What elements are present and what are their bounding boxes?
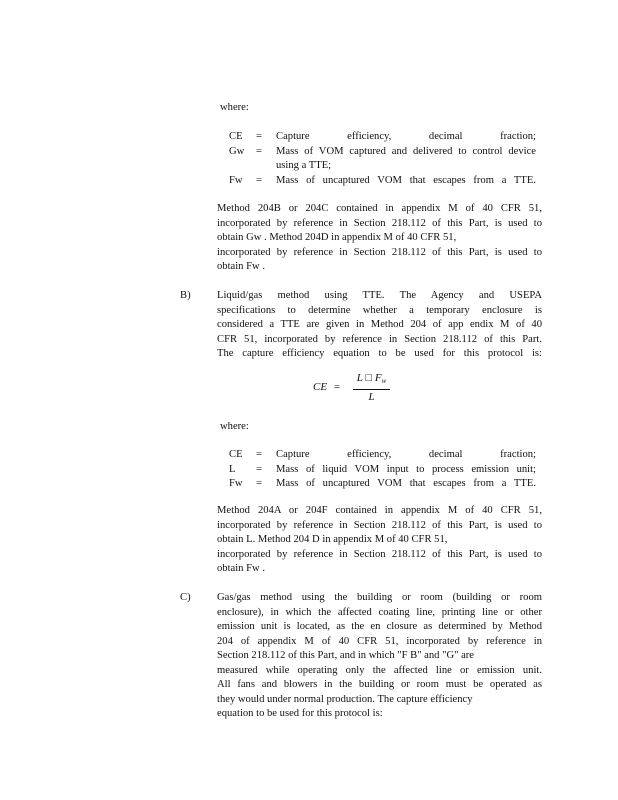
para-line: obtain Fw . bbox=[217, 563, 265, 574]
formula-lhs: CE bbox=[313, 381, 328, 394]
section-label-b: B) bbox=[180, 290, 191, 301]
symbol: L bbox=[229, 463, 236, 475]
para-line: considered a TTE are given in Method 204 of app endix M of 40 bbox=[217, 319, 542, 330]
formula-numerator: L □ $F_w$ bbox=[356, 372, 387, 385]
description-continued: using a TTE; bbox=[276, 160, 332, 171]
para-line: Liquid/gas method using TTE. The Agency and USEPA bbox=[217, 290, 542, 301]
para-line: equation to be used for this protocol is: bbox=[217, 708, 383, 719]
para-line: The capture efficiency equation to be used for this protocol is: bbox=[217, 348, 542, 359]
formula-denominator: L bbox=[353, 389, 390, 405]
method-paragraph-1 bbox=[217, 202, 542, 275]
para-line: 204 of appendix M of 40 CFR 51, incorporated by reference in bbox=[217, 635, 542, 647]
description: Mass of uncaptured VOM that escapes from a TTE. bbox=[276, 478, 536, 489]
para-line: obtain Fw . bbox=[217, 261, 265, 272]
para-line: obtain L. Method 204 D in appendix M of 40 CFR 51, bbox=[217, 534, 448, 545]
equals: = bbox=[256, 174, 262, 186]
para-line: Gas/gas method using the building or room (building or room bbox=[217, 592, 542, 603]
description: Mass of liquid VOM input to process emission unit; bbox=[276, 463, 536, 475]
formula-fraction bbox=[353, 371, 390, 404]
para-line: specifications to determine whether a temporary enclosure is bbox=[217, 304, 542, 316]
equals: = bbox=[256, 463, 262, 475]
symbol: Fw bbox=[229, 174, 243, 186]
para-line: Section 218.112 of this Part, and in which "F B" and "G" are bbox=[217, 650, 474, 661]
equals: = bbox=[256, 131, 262, 142]
para-line: measured while operating only the affected line or emission unit. bbox=[217, 664, 542, 676]
para-line: incorporated by reference in Section 218.112 of this Part, is used to bbox=[217, 548, 542, 560]
where-label-1: where: bbox=[220, 102, 249, 113]
method-paragraph-2 bbox=[217, 504, 542, 577]
para-line: incorporated by reference in Section 218.112 of this Part, is used to bbox=[217, 519, 542, 531]
para-line: All fans and blowers in the building or room must be operated as bbox=[217, 679, 542, 690]
capture-efficiency-formula bbox=[313, 371, 390, 404]
equals: = bbox=[256, 478, 262, 489]
para-line: CFR 51, incorporated by reference in Section 218.112 of this Part. bbox=[217, 333, 542, 345]
formula-equals: = bbox=[333, 381, 341, 394]
para-line: Method 204B or 204C contained in appendix M of 40 CFR 51, bbox=[217, 203, 542, 214]
description: Capture efficiency, decimal fraction; bbox=[276, 449, 536, 460]
description: Mass of uncaptured VOM that escapes from a TTE. bbox=[276, 174, 536, 186]
section-b-paragraph bbox=[217, 289, 542, 362]
symbol: Gw bbox=[229, 145, 245, 157]
para-line: emission unit is located, as the en closure as determined by Method bbox=[217, 621, 542, 632]
where-label-2: where: bbox=[220, 421, 249, 432]
symbol: CE bbox=[229, 449, 243, 460]
equals: = bbox=[256, 449, 262, 460]
para-line: they would under normal production. The capture efficiency bbox=[217, 693, 473, 705]
symbol: Fw bbox=[229, 478, 243, 489]
equals: = bbox=[256, 145, 262, 157]
para-line: obtain Gw . Method 204D in appendix M of 40 CFR 51, bbox=[217, 232, 457, 243]
para-line: incorporated by reference in Section 218.112 of this Part, is used to bbox=[217, 217, 542, 229]
para-line: enclosure), in which the affected coating line, printing line or other bbox=[217, 606, 542, 618]
para-line: Method 204A or 204F contained in appendix M of 40 CFR 51, bbox=[217, 505, 542, 516]
section-c-paragraph bbox=[217, 591, 542, 722]
para-line: incorporated by reference in Section 218.112 of this Part, is used to bbox=[217, 246, 542, 258]
symbol: CE bbox=[229, 131, 243, 142]
description: Capture efficiency, decimal fraction; bbox=[276, 131, 536, 142]
section-label-c: C) bbox=[180, 592, 191, 603]
description: Mass of VOM captured and delivered to control device bbox=[276, 145, 536, 157]
